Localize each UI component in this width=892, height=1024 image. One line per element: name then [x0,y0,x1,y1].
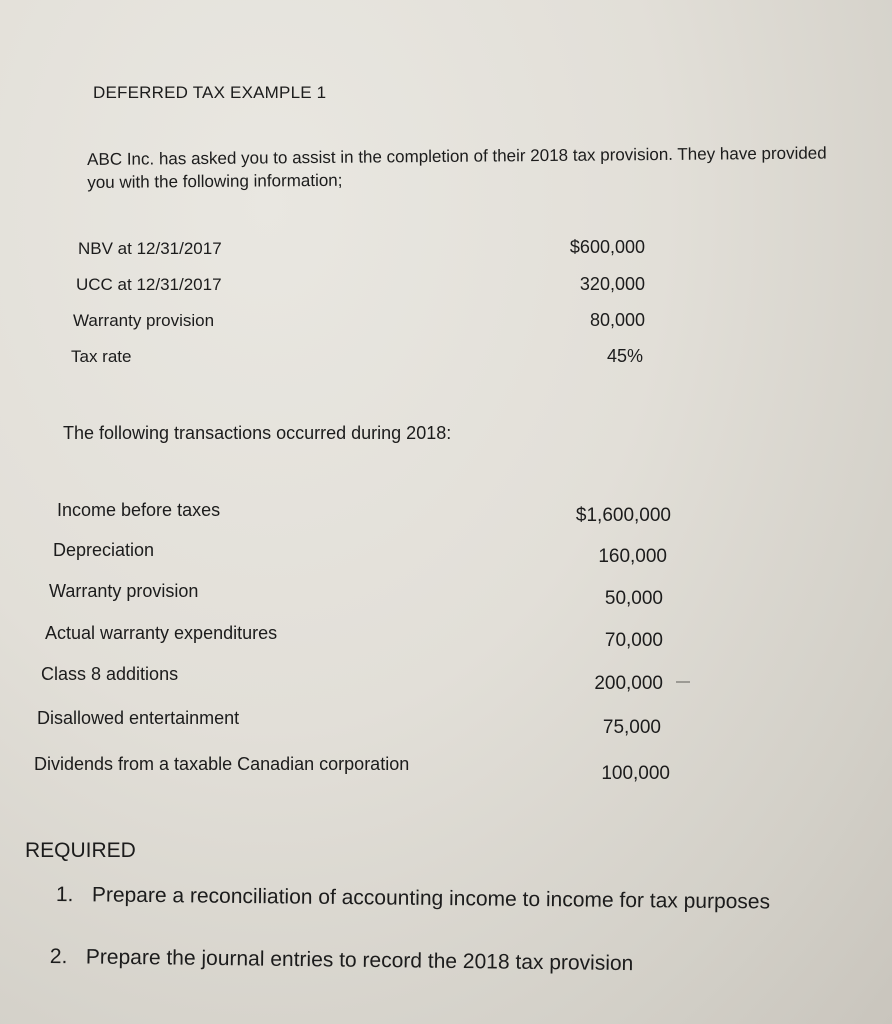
balance-value: 80,000 [589,310,645,330]
required-item-number: 1. [55,883,74,907]
required-item-text: Prepare a reconciliation of accounting income to income for tax purposes [91,883,771,914]
required-item [56,884,770,912]
required-item-text: Prepare the journal entries to record the 2018 tax provision [85,945,634,976]
transaction-label: Income before taxes [57,500,221,520]
balance-value: $600,000 [569,237,645,257]
transaction-value: 75,000 [602,717,661,738]
intro-paragraph: ABC Inc. has asked you to assist in the completion of their 2018 tax provision. They have provided you with the following information; [87,143,827,192]
pen-dash-mark [676,681,690,683]
transaction-value: $1,600,000 [575,505,671,526]
transaction-value: 70,000 [604,630,663,651]
required-item-number: 2. [49,945,68,969]
transaction-value: 160,000 [598,546,667,567]
required-item [50,946,634,974]
transaction-value: 100,000 [601,763,670,784]
transaction-label: Warranty provision [49,581,199,601]
transaction-label: Dividends from a taxable Canadian corporation [34,754,410,774]
transaction-value: 200,000 [594,673,663,694]
transaction-label: Disallowed entertainment [37,708,240,728]
transaction-value: 50,000 [604,588,663,609]
transaction-label: Class 8 additions [41,664,179,684]
document-title: DEFERRED TAX EXAMPLE 1 [93,83,327,102]
balance-value: 45% [606,346,643,366]
transaction-label: Depreciation [53,540,155,560]
transactions-heading: The following transactions occurred during 2018: [63,423,452,443]
balance-label: Tax rate [71,347,132,366]
balance-label: Warranty provision [73,311,215,330]
transaction-label: Actual warranty expenditures [45,623,278,643]
balance-label: NBV at 12/31/2017 [78,239,222,258]
required-heading: REQUIRED [25,839,136,862]
balance-label: UCC at 12/31/2017 [76,275,222,294]
balance-value: 320,000 [579,274,645,294]
